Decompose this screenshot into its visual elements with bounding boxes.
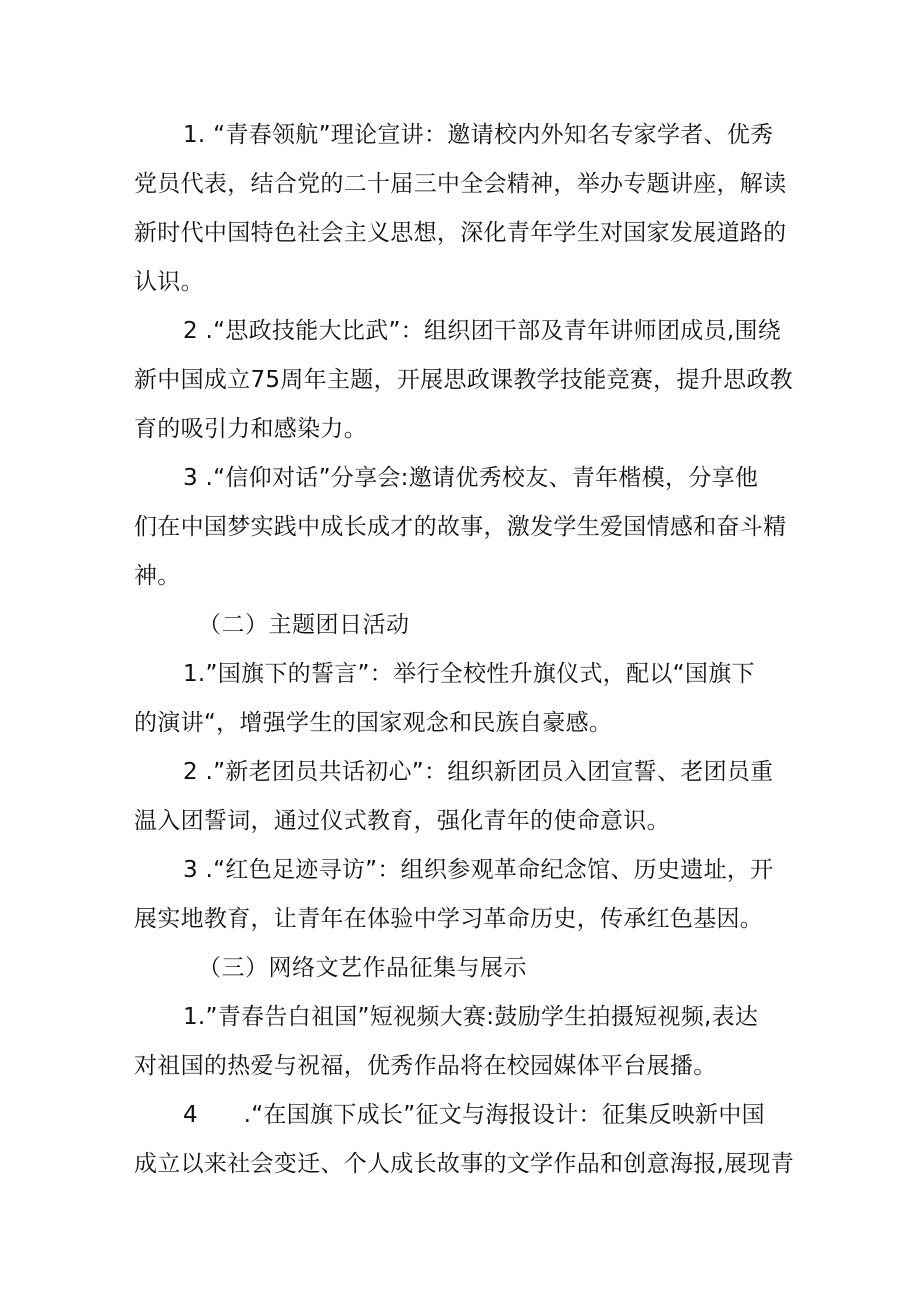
paragraph-4-line-2: 的演讲“，增强学生的国家观念和民族自豪感。 [134,710,613,736]
paragraph-4-line-1: 1.”国旗下的誓言”：举行全校性升旗仪式，配以“国旗下 [183,661,755,687]
paragraph-2-line-1: 2 .“思政技能大比武”：组织团干部及青年讲师团成员,围绕 [183,318,782,344]
section-heading-3: （三）网络文艺作品征集与展示 [198,955,527,981]
paragraph-6-line-1: 3 .“红色足迹寻访”：组织参观革命纪念馆、历史遗址，开 [183,857,774,883]
paragraph-5-line-1: 2 .”新老团员共话初心”：组织新团员入团宣誓、老团员重 [183,759,774,785]
section-heading-2: （二）主题团日活动 [198,612,410,638]
paragraph-5-line-2: 温入团誓词，通过仪式教育，强化青年的使命意识。 [134,808,670,834]
paragraph-1-line-2: 党员代表，结合党的二十届三中全会精神，举办专题讲座，解读 [134,171,787,197]
paragraph-1-line-4: 认识。 [134,269,204,295]
paragraph-2-line-3: 育的吸引力和感染力。 [134,416,367,442]
paragraph-3-line-3: 神。 [134,563,181,589]
paragraph-1-line-3: 新时代中国特色社会主义思想，深化青年学生对国家发展道路的 [134,220,787,246]
paragraph-8-line-1: 4 .“在国旗下成长”征文与海报设计：征集反映新中国 [183,1102,765,1128]
paragraph-3-line-2: 们在中国梦实践中成长成才的故事，激发学生爱国情感和奋斗精 [134,514,787,540]
paragraph-2-line-2: 新中国成立75周年主题，开展思政课教学技能竞赛，提升思政教 [134,367,793,393]
paragraph-7-line-1: 1.”青春告白祖国”短视频大赛:鼓励学生拍摄短视频,表达 [183,1004,759,1030]
paragraph-1-line-1: 1. “青春领航”理论宣讲：邀请校内外知名专家学者、优秀 [183,122,774,148]
paragraph-8-line-2: 成立以来社会变迁、个人成长故事的文学作品和创意海报,展现青 [134,1151,795,1177]
paragraph-3-line-1: 3 .“信仰对话”分享会:邀请优秀校友、青年楷模，分享他 [183,465,759,491]
paragraph-6-line-2: 展实地教育，让青年在体验中学习革命历史，传承红色基因。 [134,906,764,932]
paragraph-7-line-2: 对祖国的热爱与祝福，优秀作品将在校园媒体平台展播。 [134,1053,717,1079]
